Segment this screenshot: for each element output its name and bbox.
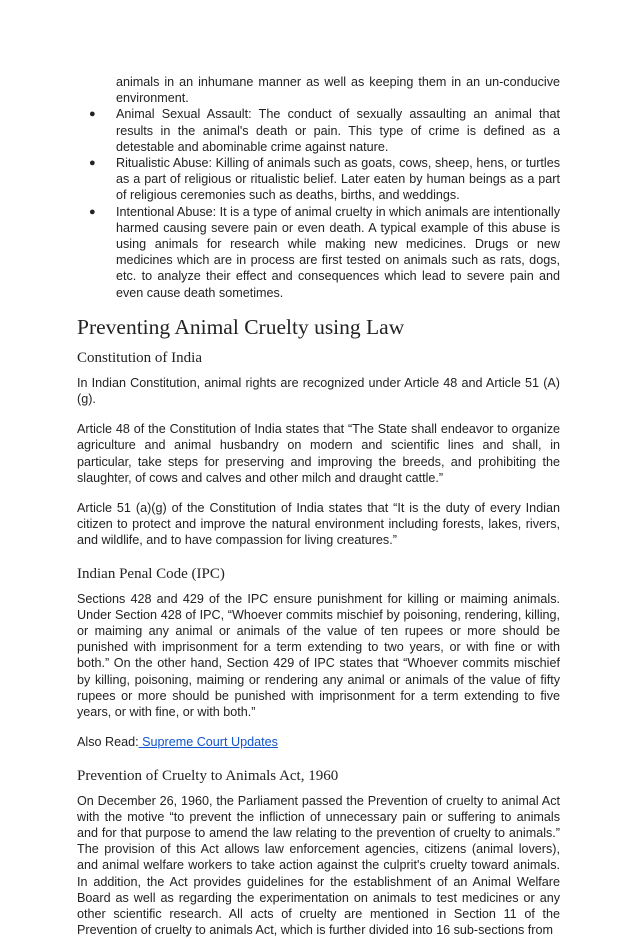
ipc-paragraph: Sections 428 and 429 of the IPC ensure punishment for killing or maiming animals. Under Section 428 of IPC, “Whoever commits mischief by poisoning, rendering, killing, or maiming any animal or animals of the value of ten rupees or more should be punished with imprisonment for a term extending to two years, or with fine or with both.” On the other hand, Section 429 of IPC states that “Whoever commits mischief by killing, poisoning, maiming or rendering any animal or animals of the value of fifty rupees or more should be punished with imprisonment for a term extending to five years, or with fine, or with both.” [77, 591, 560, 721]
bullet-icon: ● [89, 106, 96, 122]
constitution-paragraph-1: In Indian Constitution, animal rights are recognized under Article 48 and Article 51 (A)(g). [77, 375, 560, 407]
bullet-icon: ● [89, 204, 96, 220]
article-48-paragraph: Article 48 of the Constitution of India states that “The State shall endeavor to organize agriculture and animal husbandry on modern and scientific lines and shall, in particular, take steps for preserving and improving the breeds, and prohibiting the slaughter, of cows and calves and other milch and draught cattle.” [77, 421, 560, 486]
list-item-text: Intentional Abuse: It is a type of animal cruelty in which animals are intentionally harmed causing severe pain or even death. A typical example of this abuse is using animals for research while making new medicines. Drugs or new medicines which are in process are first tested on animals such as rats, dogs, etc. to analyze their effect and consequences which lead to severe pain and even cause death sometimes. [116, 205, 560, 300]
bullet-icon: ● [89, 155, 96, 171]
ipc-heading: Indian Penal Code (IPC) [77, 565, 560, 583]
list-item [116, 155, 560, 204]
pca-heading: Prevention of Cruelty to Animals Act, 1960 [77, 767, 560, 785]
article-51-paragraph: Article 51 (a)(g) of the Constitution of India states that “It is the duty of every Indian citizen to protect and improve the natural environment including forests, lakes, rivers, and wildlife, and to have compassion for living creatures.” [77, 500, 560, 549]
constitution-heading: Constitution of India [77, 349, 560, 367]
supreme-court-updates-link[interactable]: Supreme Court Updates [139, 735, 278, 749]
also-read-line [77, 734, 560, 750]
section-title: Preventing Animal Cruelty using Law [77, 315, 560, 339]
document-page [77, 74, 560, 938]
pca-paragraph: On December 26, 1960, the Parliament passed the Prevention of cruelty to animal Act with the motive “to prevent the infliction of unnecessary pain or suffering to animals and for that purpose to amend the law relating to the prevention of cruelty to animals.” The provision of this Act allows law enforcement agencies, citizens (animal lovers), and animal welfare workers to take action against the culprit's cruelty toward animals. In addition, the Act provides guidelines for the establishment of an Animal Welfare Board as well as regarding the experimentation on animals to test medicines or any other scientific research. All acts of cruelty are mentioned in Section 11 of the Prevention of cruelty to animals Act, which is further divided into 16 sub-sections from [77, 793, 560, 938]
bullet-continuation: animals in an inhumane manner as well as keeping them in an un-conducive environment. [77, 74, 560, 106]
list-item-text: Animal Sexual Assault: The conduct of sexually assaulting an animal that results in the animal's death or pain. This type of crime is defined as a detestable and abominable crime against nature. [116, 107, 560, 153]
also-read-label: Also Read: [77, 735, 139, 749]
abuse-types-list [77, 106, 560, 300]
list-item [116, 204, 560, 301]
list-item-text: Ritualistic Abuse: Killing of animals such as goats, cows, sheep, hens, or turtles as a part of religious or ritualistic belief. Later eaten by human beings as a part of religious ceremonies such as deaths, births, and weddings. [116, 156, 560, 202]
list-item [116, 106, 560, 155]
